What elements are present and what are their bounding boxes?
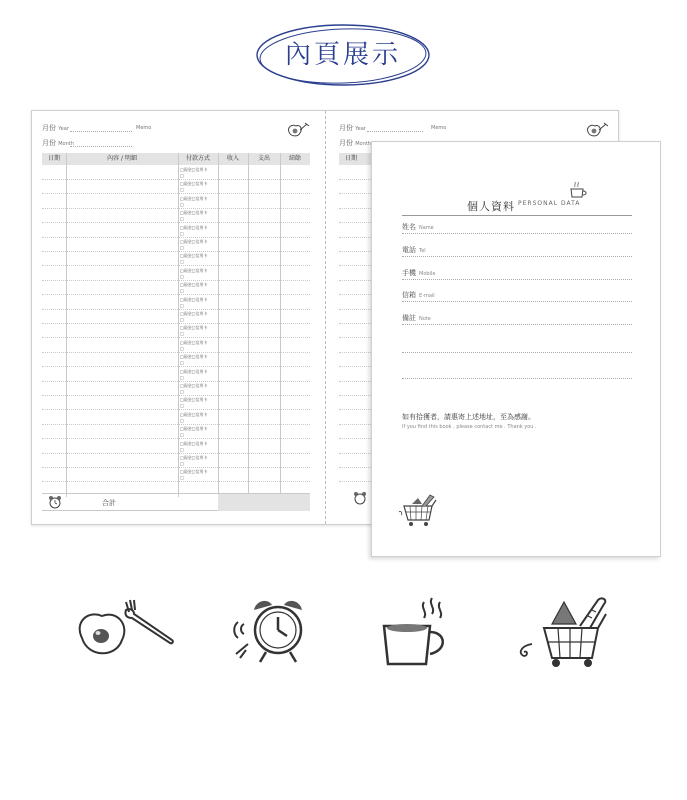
memo-label-right: Memo bbox=[431, 125, 447, 131]
table-row bbox=[42, 280, 310, 281]
spine-fold bbox=[325, 111, 326, 524]
alarm-clock-icon bbox=[351, 491, 369, 506]
col-divider bbox=[218, 153, 219, 497]
col-divider bbox=[248, 153, 249, 497]
table-row bbox=[42, 453, 310, 454]
fried-egg-icon bbox=[74, 596, 178, 666]
checkbox-icon: □ bbox=[180, 302, 184, 308]
payment-options: □現金□信用卡 bbox=[180, 253, 208, 259]
col-date: 日期 bbox=[47, 155, 60, 162]
table-row bbox=[42, 208, 310, 209]
table-row bbox=[42, 438, 310, 439]
coffee-cup-icon bbox=[378, 592, 452, 670]
checkbox-icon: □ bbox=[180, 432, 184, 438]
checkbox-icon: □ bbox=[180, 446, 184, 452]
alarm-clock-icon bbox=[46, 495, 64, 510]
payment-options: □現金□信用卡 bbox=[180, 267, 208, 273]
col-payment: 付款方式 bbox=[185, 155, 210, 162]
payment-options: □現金□信用卡 bbox=[180, 411, 208, 417]
checkbox-icon: □ bbox=[180, 201, 184, 207]
table-row bbox=[42, 395, 310, 396]
table-row bbox=[42, 222, 310, 223]
payment-options: □現金□信用卡 bbox=[180, 282, 208, 288]
shopping-cart-icon bbox=[510, 596, 614, 668]
col-income: 收入 bbox=[226, 155, 239, 162]
table-row bbox=[42, 309, 310, 310]
payment-options: □現金□信用卡 bbox=[180, 311, 208, 316]
table-row bbox=[42, 265, 310, 266]
field-mobile: 手機 Mobile bbox=[402, 268, 632, 280]
payment-options: □現金□信用卡 bbox=[180, 368, 208, 374]
table-row bbox=[42, 366, 310, 367]
checkbox-icon: □ bbox=[180, 317, 184, 322]
table-row bbox=[42, 323, 310, 324]
total-cells bbox=[218, 494, 310, 511]
checkbox-icon: □ bbox=[180, 417, 184, 423]
payment-options: □現金□信用卡 bbox=[180, 426, 208, 432]
note-line bbox=[402, 352, 632, 353]
checkbox-icon: □ bbox=[180, 288, 184, 294]
personal-title: 個人資料 bbox=[467, 200, 515, 213]
note-line bbox=[402, 378, 632, 379]
checkbox-icon: □ bbox=[180, 259, 184, 265]
year-label: 月份 Year bbox=[42, 124, 69, 132]
found-note-en: If you find this book , please contact me . Thank you . bbox=[402, 424, 537, 430]
checkbox-icon: □ bbox=[180, 389, 184, 394]
payment-options: □現金□信用卡 bbox=[180, 440, 208, 446]
payment-options: □現金□信用卡 bbox=[180, 195, 208, 201]
table-row bbox=[42, 424, 310, 425]
table-row bbox=[42, 294, 310, 295]
table-row bbox=[42, 381, 310, 382]
ledger-total-row bbox=[42, 493, 310, 511]
field-name: 姓名 Name bbox=[402, 222, 632, 234]
checkbox-icon: □ bbox=[180, 216, 184, 222]
table-row bbox=[42, 409, 310, 410]
payment-options: □現金□信用卡 bbox=[180, 383, 208, 388]
checkbox-icon: □ bbox=[180, 374, 184, 380]
payment-options: □現金□信用卡 bbox=[180, 339, 208, 345]
col-date-right: 日期 bbox=[344, 155, 357, 162]
payment-options: □現金□信用卡 bbox=[180, 354, 208, 360]
month-label: 月份 Month bbox=[42, 139, 74, 147]
table-row bbox=[42, 193, 310, 194]
fried-egg-icon bbox=[286, 121, 310, 139]
fried-egg-icon bbox=[585, 121, 609, 139]
table-row bbox=[42, 179, 310, 180]
checkbox-icon: □ bbox=[180, 345, 184, 351]
table-row bbox=[42, 481, 310, 482]
payment-options: □現金□信用卡 bbox=[180, 455, 208, 460]
page-heading-badge bbox=[253, 18, 433, 92]
col-divider bbox=[178, 153, 179, 497]
payment-options: □現金□信用卡 bbox=[180, 210, 208, 216]
table-row bbox=[42, 251, 310, 252]
table-row bbox=[42, 337, 310, 338]
coffee-cup-icon bbox=[568, 182, 590, 200]
table-row bbox=[42, 237, 310, 238]
col-balance: 結餘 bbox=[288, 155, 301, 162]
ledger-table bbox=[42, 153, 310, 513]
total-label: 合計 bbox=[102, 499, 116, 507]
payment-options: □現金□信用卡 bbox=[180, 167, 208, 172]
checkbox-icon: □ bbox=[180, 475, 184, 481]
checkbox-icon: □ bbox=[180, 360, 184, 366]
found-note-zh: 如有拾獲者，請惠寄上述地址，至為感謝。 bbox=[402, 413, 535, 421]
month-label-right: 月份 Month bbox=[339, 139, 371, 147]
checkbox-icon: □ bbox=[180, 403, 184, 409]
payment-options: □現金□信用卡 bbox=[180, 397, 208, 403]
year-line bbox=[70, 131, 132, 132]
col-divider bbox=[66, 153, 67, 497]
checkbox-icon: □ bbox=[180, 173, 184, 178]
personal-title-en: PERSONAL DATA bbox=[518, 200, 581, 207]
payment-options: □現金□信用卡 bbox=[180, 469, 208, 475]
payment-options: □現金□信用卡 bbox=[180, 181, 208, 187]
page-title: 內頁展示 bbox=[284, 40, 401, 70]
field-tel: 電話 Tel bbox=[402, 245, 632, 257]
checkbox-icon: □ bbox=[180, 273, 184, 279]
field-email: 信箱 E-mail bbox=[402, 290, 632, 302]
col-expense: 支出 bbox=[257, 155, 270, 162]
checkbox-icon: □ bbox=[180, 245, 184, 250]
payment-options: □現金□信用卡 bbox=[180, 224, 208, 230]
col-divider bbox=[280, 153, 281, 497]
month-line bbox=[70, 146, 132, 147]
checkbox-icon: □ bbox=[180, 187, 184, 193]
payment-options: □現金□信用卡 bbox=[180, 325, 208, 331]
col-details: 內容 / 明細 bbox=[107, 155, 137, 162]
alarm-clock-icon bbox=[230, 592, 320, 668]
checkbox-icon: □ bbox=[180, 230, 184, 236]
payment-options: □現金□信用卡 bbox=[180, 239, 208, 244]
ledger-table-header bbox=[42, 153, 310, 165]
memo-label: Memo bbox=[136, 125, 152, 131]
checkbox-icon: □ bbox=[180, 331, 184, 337]
personal-data-card bbox=[371, 141, 661, 557]
shopping-cart-icon bbox=[398, 494, 444, 530]
table-row bbox=[42, 467, 310, 468]
year-label-right: 月份 Year bbox=[339, 124, 366, 132]
year-line-right bbox=[367, 131, 423, 132]
title-rule bbox=[402, 215, 632, 216]
field-note: 備註 Note bbox=[402, 313, 632, 325]
checkbox-icon: □ bbox=[180, 461, 184, 466]
ledger-left-page bbox=[42, 111, 312, 524]
table-row bbox=[42, 352, 310, 353]
payment-options: □現金□信用卡 bbox=[180, 296, 208, 302]
right-table-header bbox=[339, 153, 375, 165]
